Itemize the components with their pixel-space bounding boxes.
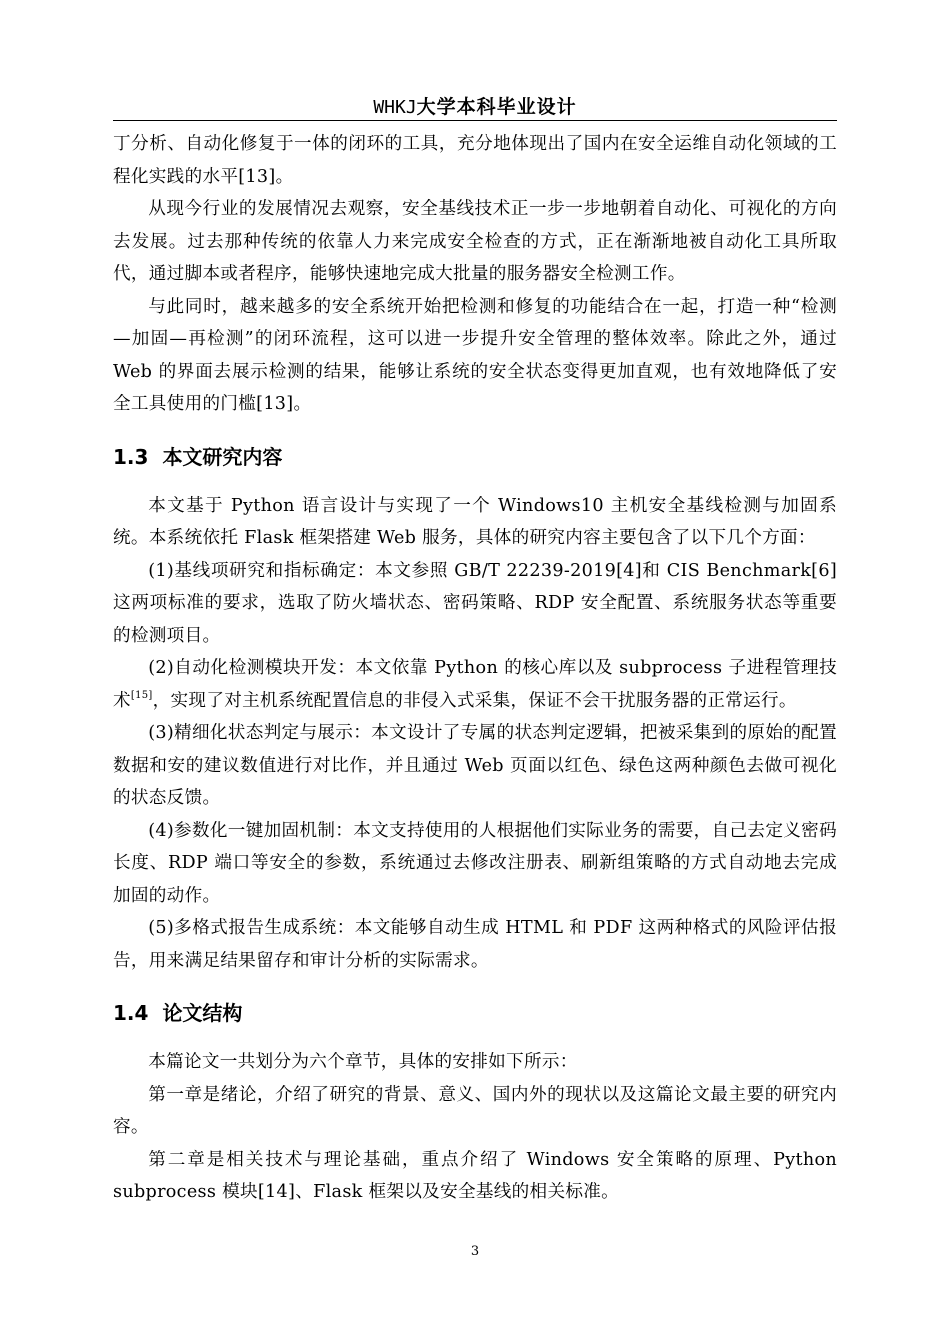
section-heading-1-3 [113,421,837,490]
list-item-baseline-research: (1)基线项研究和指标确定：本文参照 GB/T 22239-2019[4]和 CIS Benchmark[6]这两项标准的要求，选取了防火墙状态、密码策略、RDP 安全配置、系统服务状态等重要的检测项目。 [113,560,837,646]
item-text: (2)自动化检测模块开发：本文依靠 Python 的核心库以及 subprocess 子进程管理技术 [113,658,837,711]
paragraph-structure-intro: 本篇论文一共划分为六个章节，具体的安排如下所示： [148,1052,578,1072]
list-item-one-click-hardening: (4)参数化一键加固机制：本文支持使用的人根据他们实际业务的需要，自己去定义密码长度、RDP 端口等安全的参数，系统通过去修改注册表、刷新组策略的方式自动地去完成加固的动作。 [113,820,837,906]
section-number: 1.3 [113,444,149,469]
page-number: 3 [470,1244,480,1259]
paragraph-continuation: 丁分析、自动化修复于一体的闭环的工具，充分地体现出了国内在安全运维自动化领域的工程化实践的水平[13]。 [113,134,837,187]
section-heading-1-4 [113,977,837,1046]
section-number: 1.4 [113,1001,149,1025]
item-text: ，实现了对主机系统配置信息的非侵入式采集，保证不会干扰服务器的正常运行。 [152,690,797,711]
citation-superscript: [15] [130,689,153,701]
section-title: 论文结构 [162,1001,243,1025]
list-item-report-generation: (5)多格式报告生成系统：本文能够自动生成 HTML 和 PDF 这两种格式的风险评估报告，用来满足结果留存和审计分析的实际需求。 [113,918,837,971]
header-latin-code: WHKJ [373,97,417,118]
header-title: 大学本科毕业设计 [416,96,577,118]
section-title: 本文研究内容 [162,444,283,469]
paragraph-industry-trend: 从现今行业的发展情况去观察，安全基线技术正一步一步地朝着自动化、可视化的方向去发展。过去那种传统的依靠人力来完成安全检查的方式，正在渐渐地被自动化工具所取代，通过脚本或者程序，能够快速地完成大批量的服务器安全检测工作。 [113,199,837,284]
list-item-status-judgement: (3)精细化状态判定与展示：本文设计了专属的状态判定逻辑，把被采集到的原始的配置数据和安的建议数值进行对比作，并且通过 Web 页面以红色、绿色这两种颜色去做可视化的状态反馈。 [113,723,837,808]
page-header [113,94,837,121]
page-body [113,128,837,1209]
paragraph-research-intro: 本文基于 Python 语言设计与实现了一个 Windows10 主机安全基线检测与加固系统。本系统依托 Flask 框架搭建 Web 服务，具体的研究内容主要包含了以下几个方面： [113,495,837,548]
paragraph-chapter-one: 第一章是绪论，介绍了研究的背景、意义、国内外的现状以及这篇论文最主要的研究内容。 [113,1084,837,1137]
paragraph-closed-loop: 与此同时，越来越多的安全系统开始把检测和修复的功能结合在一起，打造一种“检测—加固—再检测”的闭环流程，这可以进一步提升安全管理的整体效率。除此之外，通过 Web 的界面去展示检测的结果，能够让系统的安全状态变得更加直观，也有效地降低了安全工具使用的门槛[13]。 [113,296,837,414]
paragraph-chapter-two: 第二章是相关技术与理论基础，重点介绍了 Windows 安全策略的原理、Python subprocess 模块[14]、Flask 框架以及安全基线的相关标准。 [113,1149,837,1202]
list-item-auto-detection [113,652,837,717]
